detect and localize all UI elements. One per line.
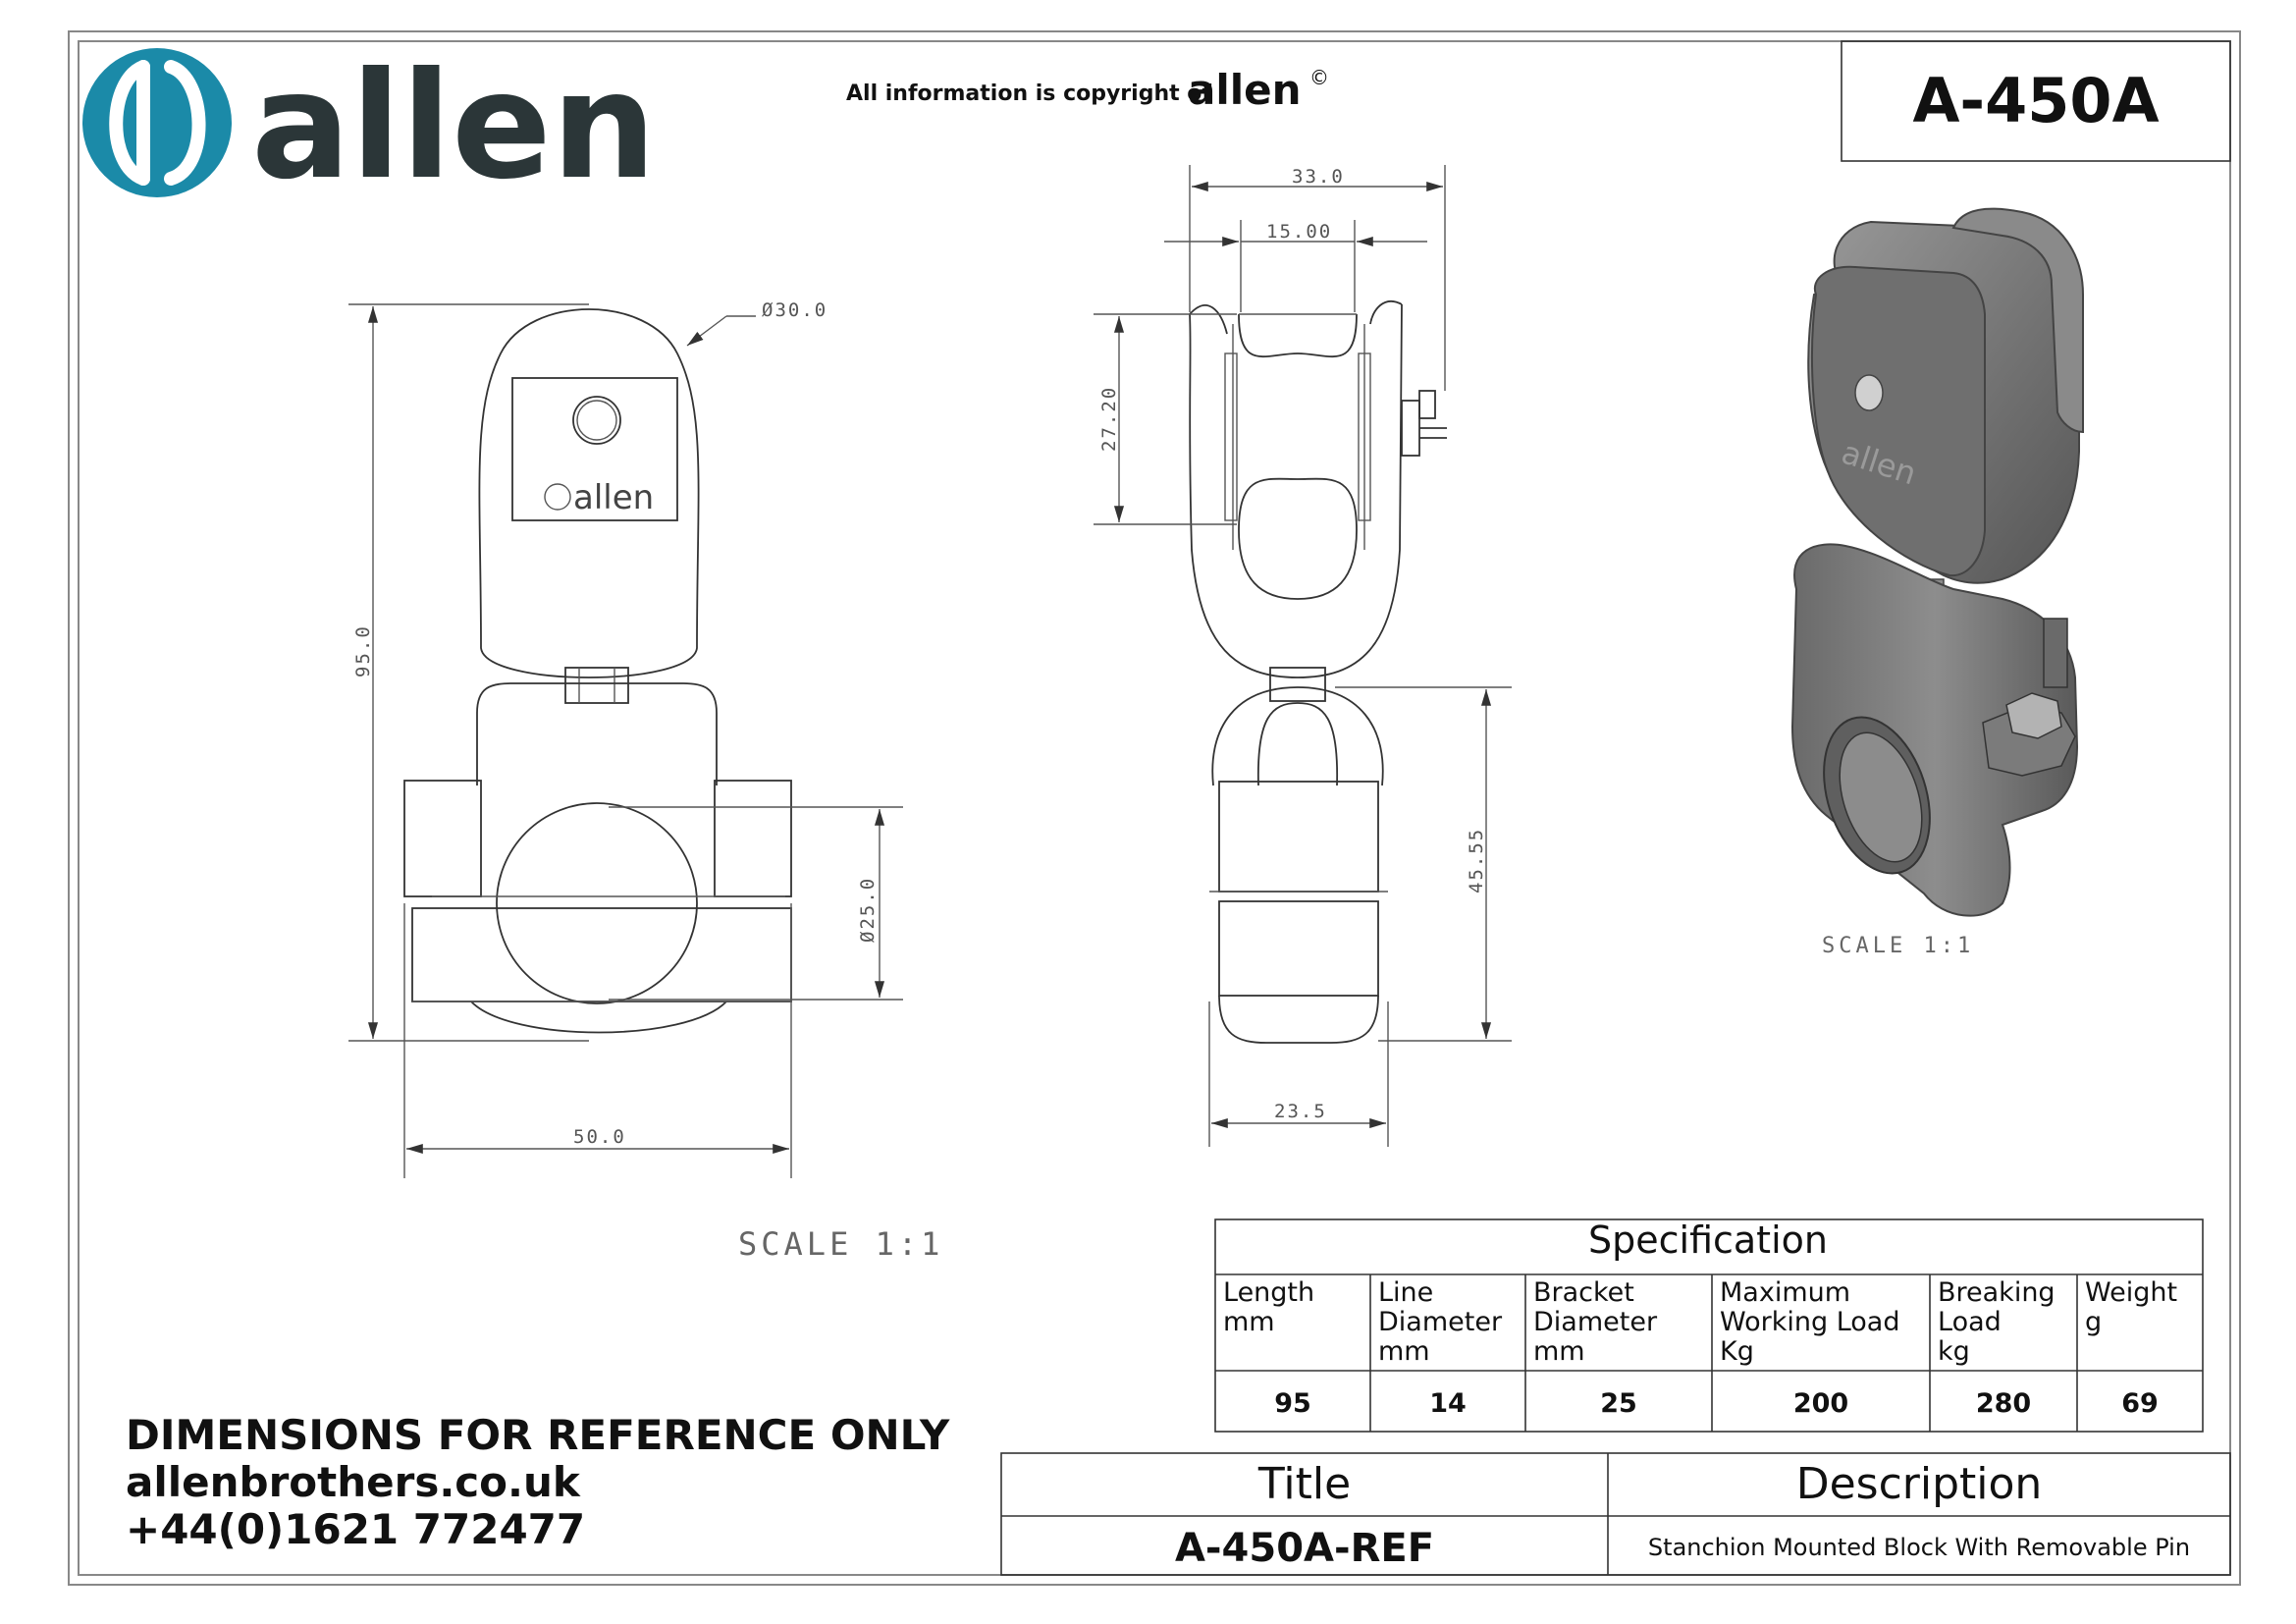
svg-text:allen: allen: [1837, 433, 1921, 493]
spec-col-working-load: Maximum Working Load Kg: [1720, 1277, 1900, 1367]
copyright-symbol: ©: [1309, 66, 1329, 89]
dim-width-15: 15.00: [1266, 221, 1333, 243]
spec-col-length: Length mm: [1223, 1277, 1315, 1337]
logo-wordmark: allen: [251, 41, 657, 212]
title-value: A-450A-REF: [1174, 1526, 1435, 1571]
front-bracket-bore: [497, 803, 697, 1003]
description-value: Stanchion Mounted Block With Removable Pin: [1647, 1534, 2191, 1561]
dim-width-50: 50.0: [573, 1126, 626, 1148]
spec-col-weight: Weight g: [2085, 1277, 2178, 1337]
front-scale-label: SCALE 1:1: [738, 1225, 944, 1263]
spec-value-length: 95: [1274, 1388, 1311, 1419]
front-pin-hole: [573, 397, 620, 444]
copyright-brand: allen: [1188, 66, 1302, 114]
website-text: allenbrothers.co.uk: [126, 1458, 580, 1506]
svg-text:allen: allen: [573, 478, 655, 517]
specification-table: [1215, 1218, 2203, 1432]
dim-height-95: 95.0: [352, 624, 374, 677]
footer-info: [126, 1411, 950, 1553]
dim-height-27: 27.20: [1098, 385, 1120, 452]
dim-diameter-25: Ø25.0: [857, 876, 879, 943]
isometric-render: [1792, 209, 2083, 916]
allen-logo: [82, 41, 657, 212]
spec-value-breaking-load: 280: [1975, 1388, 2032, 1419]
dim-width-33: 33.0: [1292, 166, 1345, 188]
logo-mark-icon: [82, 48, 232, 197]
disclaimer-text: DIMENSIONS FOR REFERENCE ONLY: [126, 1411, 950, 1459]
iso-scale-label: SCALE 1:1: [1822, 934, 1975, 958]
title-label: Title: [1257, 1459, 1352, 1509]
spec-col-bracket-diameter: Bracket Diameter mm: [1533, 1277, 1658, 1367]
spec-value-weight: 69: [2121, 1388, 2159, 1419]
copyright-text: All information is copyright of: [846, 81, 1211, 106]
dim-height-45: 45.55: [1466, 827, 1487, 893]
spec-value-bracket-diameter: 25: [1600, 1388, 1637, 1419]
front-view: [348, 299, 903, 1178]
copyright-line: [846, 66, 1329, 114]
spec-heading: Specification: [1588, 1218, 1828, 1262]
spec-value-working-load: 200: [1792, 1388, 1849, 1419]
spec-col-line-diameter: Line Diameter mm: [1378, 1277, 1503, 1367]
dim-width-23: 23.5: [1274, 1101, 1327, 1122]
phone-text: +44(0)1621 772477: [126, 1505, 586, 1553]
part-number: A-450A: [1912, 65, 2160, 136]
side-view: [1094, 165, 1512, 1147]
spec-col-breaking-load: Breaking Load kg: [1938, 1277, 2056, 1367]
description-label: Description: [1795, 1459, 2043, 1509]
title-block: [1001, 1453, 2230, 1575]
spec-value-line-diameter: 14: [1429, 1388, 1467, 1419]
dim-diameter-30: Ø30.0: [762, 299, 828, 321]
